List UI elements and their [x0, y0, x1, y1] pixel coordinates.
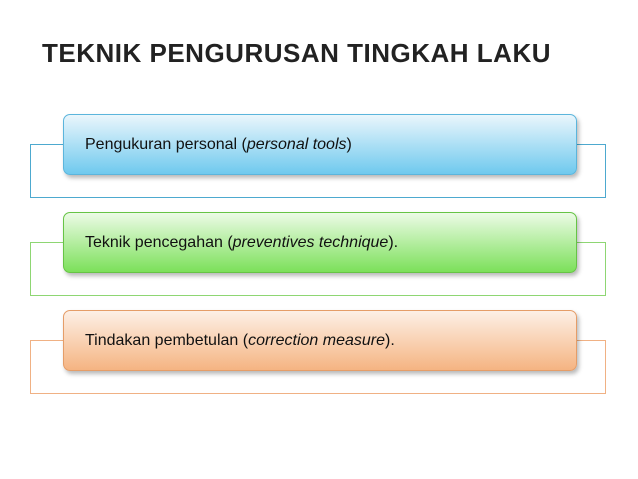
card-text: Tindakan pembetulan ( [85, 331, 249, 349]
card-text: Teknik pencegahan ( [85, 233, 233, 251]
page-title: TEKNIK PENGURUSAN TINGKAH LAKU [42, 38, 551, 68]
card-suffix: ). [385, 331, 395, 349]
technique-card-personal-tools [63, 114, 577, 175]
card-text: Pengukuran personal ( [85, 135, 247, 153]
card-suffix: ) [346, 135, 352, 153]
technique-card-correction [63, 310, 577, 371]
card-italic-term: preventives technique [232, 233, 389, 251]
technique-card-preventives [63, 212, 577, 273]
card-suffix: ). [388, 233, 399, 251]
card-italic-term: personal tools [246, 135, 347, 153]
card-italic-term: correction measure [248, 331, 386, 349]
